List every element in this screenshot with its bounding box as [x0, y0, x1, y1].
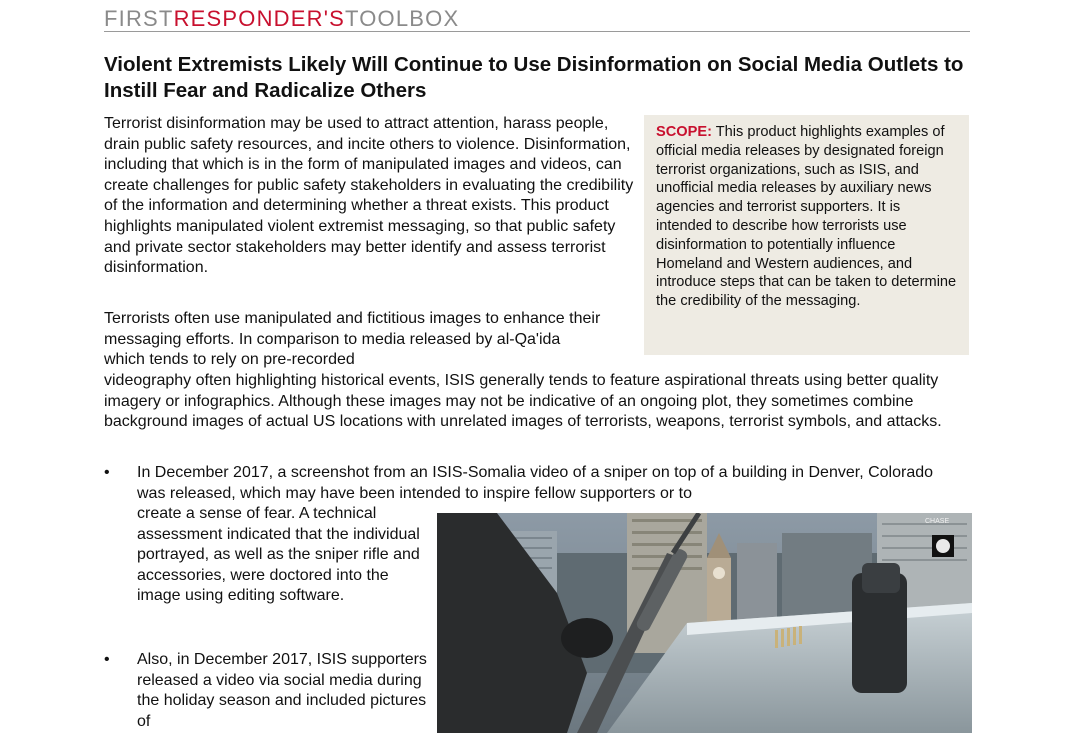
- bullet-text: In December 2017, a screenshot from an ISIS-Somalia video of a sniper on top of a building in Denver, Colorado was released, which may have been intended to inspire fellow supporters or to: [137, 464, 934, 502]
- scope-label: SCOPE:: [656, 124, 712, 140]
- scope-box: [644, 115, 969, 355]
- bullet-item-2: [104, 650, 434, 732]
- photo-illustration: [437, 513, 972, 733]
- photo-corner-text: CHASE: [925, 518, 950, 525]
- intro-paragraph: Terrorist disinformation may be used to attract attention, harass people, drain public safety resources, and incite others to violence. Disinformation, including that which is in the form of manipulated images and videos, can create challenges for public safety stakeholders in evaluating the credibility of the information and determining whether a threat exists. This product highlights manipulated violent extremist messaging, so that public safety and private sector stakeholders may better identify and assess terrorist disinformation.: [104, 115, 634, 277]
- page-header: [104, 5, 970, 32]
- body-paragraph-part2: videography often highlighting historical events, ISIS generally tends to feature aspirational threats using better quality imagery or infographics. Although these images may not be indicative of an ongoing plot, they sometimes combine background images of actual US locations with unrelated images of terrorists, weapons, terrorist symbols, and attacks.: [104, 372, 942, 431]
- bullet-text: Also, in December 2017, ISIS supporters released a video via social media during the holiday season and included pictures of: [137, 651, 427, 730]
- sniper-rooftop-photo: [437, 513, 972, 733]
- bullet-marker: •: [104, 651, 110, 668]
- scope-text: This product highlights examples of official media releases by designated foreign terrorist organizations, such as ISIS, and unofficial media releases by auxiliary news agencies and terrorist supporters. It is intended to describe how terrorists use disinformation to potentially influence Homeland and Western audiences, and introduce steps that can be taken to determine the credibility of the messaging.: [656, 124, 957, 310]
- page-title: Violent Extremists Likely Will Continue to Use Disinformation on Social Media Outlets to Instill Fear and Radicalize Others: [104, 53, 964, 102]
- firstresponders-toolbox-logo: FIRSTRESPONDER'STOOLBOX: [104, 6, 460, 31]
- bullet-text-continued: create a sense of fear. A technical assessment indicated that the individual portrayed, as well as the sniper rifle and accessories, were doctored into the image using editing software.: [137, 505, 420, 605]
- bullet-item-1: [104, 463, 974, 504]
- bullet-marker: •: [104, 464, 110, 481]
- body-paragraph-part1: Terrorists often use manipulated and fictitious images to enhance their messaging efforts. In comparison to media released by al-Qa'ida which tends to rely on pre-recorded: [104, 310, 601, 369]
